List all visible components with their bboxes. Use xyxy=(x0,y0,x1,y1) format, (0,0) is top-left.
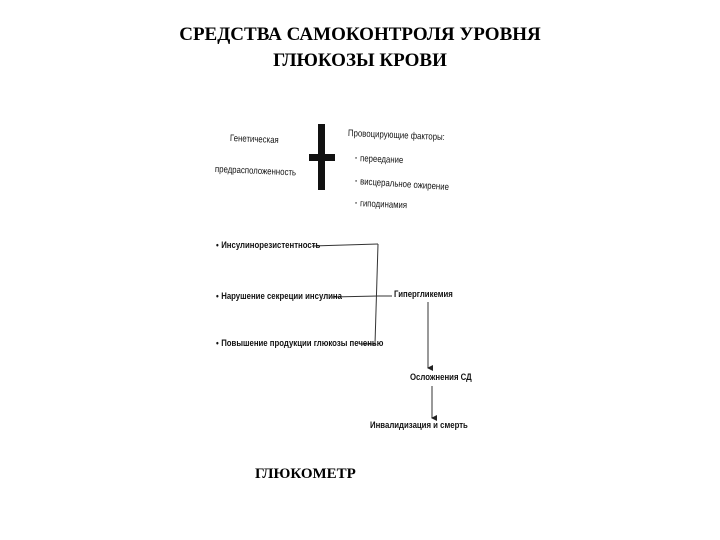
provoking-factor-text: висцеральное ожирение xyxy=(359,176,450,193)
mechanism-item xyxy=(216,240,320,251)
bullet-icon: · xyxy=(354,176,358,188)
genetic-label-line-2: предрасположенность xyxy=(214,164,297,179)
bullet-icon: · xyxy=(354,153,358,165)
bullet-icon: • xyxy=(216,291,219,302)
mechanism-text: Инсулинорезистентность xyxy=(221,240,321,251)
bullet-icon: · xyxy=(354,198,358,210)
provoking-factor-text: гиподинамия xyxy=(359,198,408,212)
mechanism-item xyxy=(216,338,383,349)
outcome-hyperglycemia: Гипергликемия xyxy=(394,289,453,300)
footer-label: ГЛЮКОМЕТР xyxy=(255,466,356,482)
provoking-factor-item xyxy=(355,153,404,166)
outcome-complications: Осложнения СД xyxy=(410,372,472,383)
provoking-factors-heading: Провоцирующие факторы: xyxy=(347,128,445,144)
connector-insulin-resistance xyxy=(312,244,378,246)
outcome-disability: Инвалидизация и смерть xyxy=(370,420,468,431)
mechanism-item xyxy=(216,291,342,302)
provoking-factor-text: переедание xyxy=(359,153,404,167)
genetic-label-line-1: Генетическая xyxy=(229,133,279,147)
connector-vertical-bracket xyxy=(375,244,378,344)
plus-horizontal-bar xyxy=(309,154,335,161)
bullet-icon: • xyxy=(216,338,219,349)
title-line-1: СРЕДСТВА САМОКОНТРОЛЯ УРОВНЯ xyxy=(179,24,541,45)
mechanism-text: Повышение продукции глюкозы печенью xyxy=(221,338,384,349)
provoking-factor-item xyxy=(355,198,407,211)
mechanism-text: Нарушение секреции инсулина xyxy=(221,291,342,302)
bullet-icon: • xyxy=(216,240,219,251)
title-line-2: ГЛЮКОЗЫ КРОВИ xyxy=(273,50,447,71)
